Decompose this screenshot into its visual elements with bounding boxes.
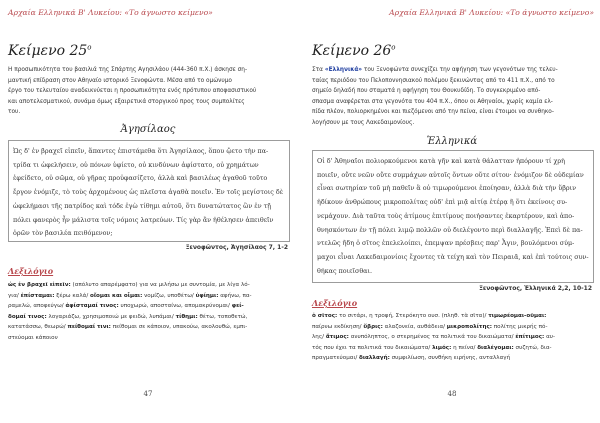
title-superscript: ο bbox=[391, 43, 396, 52]
greek-line: μαχοι εἶναι Λακεδαιμονίοις ἔχοντες τὰ τείχη καὶ τὸν Πειραιᾶ, καὶ ἐπὶ τούτοις συν- bbox=[317, 252, 589, 261]
greek-line: πόλει φανερὸς ἦν μάλιστα τοῖς νόμοις λατρεύων. Τίς γὰρ ἂν ἠθέλησεν ἀπειθεῖν bbox=[13, 215, 274, 224]
definition: πίδα πλέον, πολιορκημένοι και πιεζόμενοι από την πείνα, είναι έτοιμοι να συνθηκο- bbox=[312, 109, 554, 115]
intro-paragraph-right bbox=[312, 65, 594, 128]
greek-line: ἠδίκουν ἀνθρώπους μικροπολίτας οὐδ' ἐπὶ μιᾷ αἰτίᾳ ἑτέρᾳ ἢ ὅτι ἐκείνοις συ- bbox=[317, 198, 568, 207]
term: ὡς ἐν βραχεῖ εἰπεῖν: bbox=[8, 282, 71, 288]
definition: συμφιλίωση, συνθήκη ειρήνης, ανταλλαγή bbox=[389, 355, 511, 362]
lexicon-right bbox=[312, 311, 594, 364]
lexicon-line bbox=[312, 311, 594, 322]
greek-line: ἐφείδετο, οὐ σῶμα, οὐ γῆρας προὐφασίζετο, ἀλλὰ καὶ βασιλέως ἀγαθοῦ τοῦτο bbox=[13, 174, 268, 183]
source-citation-right: Ξενοφῶντος, Ἑλληνικά 2,2, 10-12 bbox=[479, 285, 592, 292]
greek-line: ντελῶς ἤδη ὁ σῖτος ἐπελελοίπει, ἐπεμψαν πρέσβεις παρ' Ἆγιν, βουλόμενοι σύμ- bbox=[317, 239, 575, 248]
text-title-right bbox=[312, 43, 396, 59]
definition: Στα bbox=[312, 67, 325, 73]
definition: συζητώ, δια- bbox=[513, 344, 552, 351]
term: ἀφίσταμαί τινος: bbox=[65, 303, 119, 310]
text-title-left bbox=[8, 43, 92, 59]
lexicon-line bbox=[8, 280, 290, 291]
definition: πείθομαι σε κάποιον, υπακούω, ακολουθώ, εμπι- bbox=[110, 324, 248, 331]
lexicon-line bbox=[312, 332, 594, 343]
term: ἐπίσταμαι: bbox=[20, 292, 55, 299]
term: τιμωρέομαι-οῦμαι: bbox=[488, 313, 547, 319]
term: φεί- bbox=[231, 303, 244, 310]
term: διαλλαγή: bbox=[359, 355, 390, 362]
term: μικροπολίτης: bbox=[446, 323, 493, 330]
lexicon-left bbox=[8, 280, 290, 344]
greek-text-box-right bbox=[312, 150, 594, 283]
intro-paragraph-left bbox=[8, 65, 290, 118]
intro-line bbox=[312, 65, 594, 76]
title-text: Κείμενο 25 bbox=[8, 43, 88, 59]
term: ὕβρις: bbox=[363, 323, 383, 330]
definition: αυ- bbox=[544, 334, 556, 341]
intro-line bbox=[312, 97, 594, 108]
source-citation-left: Ξενοφῶντος, Ἀγησίλαος 7, 1-2 bbox=[185, 244, 288, 251]
definition: ανυπόληπτος, ο στερημένος τα πολιτικά του δικαιώματα/ bbox=[348, 334, 516, 341]
page-number-right: 48 bbox=[447, 390, 457, 398]
greek-line: εἶναι σωτηρίαν τοῦ μὴ παθεῖν ἃ οὐ τιμωρούμενοι ἐποίησαν, ἀλλὰ διὰ τὴν ὕβριν bbox=[317, 184, 577, 193]
definition: ραμελώ, αποφεύγω/ bbox=[8, 303, 66, 310]
greek-line: θνησκόντων ἐν τῇ πόλει λιμῷ πολλῶν οὐ διελέγοντο περὶ διαλλαγῆς. Ἐπεὶ δὲ πα- bbox=[317, 225, 583, 234]
definition: λογήσουν με τους Λακεδαιμονίους. bbox=[312, 119, 415, 126]
definition: πραγματεύομαι/ bbox=[312, 355, 360, 362]
definition: το σιτάρι, η τροφή, Στερόκητο ουσ. (πληθ. τὰ σῖτα)/ bbox=[337, 313, 489, 319]
lexicon-line bbox=[312, 343, 594, 354]
intro-line: μαντική επίδραση στον Αθηναίο ιστορικό Ξενοφώντα. Μέσα από το ομώνυμο bbox=[8, 77, 232, 84]
greek-line: ἔργον ἐνόμιζε, τὸ τοὺς ἀρχομένους ὡς πλεῖστα ἀγαθὰ ποιεῖν. Ἐν τοῖς μεγίστοις δὲ bbox=[13, 188, 284, 197]
intro-line: και αποτελεσματικού, συνάμα όμως εξαιρετικά στοργικού προς τους συμπολίτες bbox=[8, 98, 245, 105]
intro-line bbox=[312, 118, 594, 129]
definition: ξέρω καλά/ bbox=[54, 292, 91, 299]
lexicon-heading-left: Λεξιλόγιο bbox=[8, 266, 54, 276]
term: οἴομαι και οἶμαι: bbox=[90, 292, 143, 299]
definition: λης/ bbox=[312, 334, 326, 341]
greek-line: θήκας ποιεῖσθαι. bbox=[317, 266, 373, 275]
definition: παίρνω εκδίκηση/ bbox=[312, 323, 364, 330]
greek-subtitle-right: Ἑλληνικά bbox=[426, 136, 478, 147]
term: διαλέγομαι: bbox=[477, 344, 514, 351]
lexicon-line bbox=[312, 322, 594, 333]
definition: (απόλυτο απαρέμφατο) για να μιλήσω με συντομία, με λίγα λό- bbox=[70, 282, 250, 288]
greek-subtitle-left: Ἀγησίλαος bbox=[120, 124, 176, 135]
definition: σπασμα αναφέρεται στα γεγονότα του 404 π.Χ., όπου οι Αθηναίοι, χωρίς καμία ελ- bbox=[312, 98, 553, 105]
intro-line bbox=[312, 76, 594, 87]
intro-line: έργο του τελευταίου αναδεικνύεται η προσωπικότητα ενός πρότυπου αποφασιστικού bbox=[8, 88, 257, 94]
lexicon-line bbox=[8, 322, 290, 333]
term: ὁ σῖτος: bbox=[312, 313, 338, 319]
greek-text-box-left bbox=[8, 140, 290, 242]
definition: στεύομαι κάποιον bbox=[8, 334, 58, 341]
intro-line bbox=[312, 86, 594, 97]
term: ἄτιμος: bbox=[325, 334, 349, 341]
lexicon-line bbox=[8, 333, 290, 344]
definition: η πείνα/ bbox=[451, 344, 478, 351]
greek-line: ὁρῶν τὸν βασιλέα πειθόμενον; bbox=[13, 229, 113, 238]
definition: πολίτης μικρής πό- bbox=[492, 323, 548, 330]
running-header-left: Αρχαία Ελληνικά Β' Λυκείου: «Το άγνωστο κείμενο» bbox=[8, 8, 213, 17]
greek-line: τρίδα τι ὠφελήσειν, οὐ πόνων ὑφίετο, οὐ κινδύνων ἀφίστατο, οὐ χρημάτων bbox=[13, 160, 259, 169]
definition: αλαζονεία, αυθάδεια/ bbox=[382, 323, 447, 330]
page-right bbox=[306, 0, 598, 423]
lexicon-heading-right: Λεξιλόγιο bbox=[312, 298, 358, 308]
definition: του Ξενοφώντα συνεχίζει την αφήγηση των γεγονότων της τελευ- bbox=[362, 67, 558, 73]
intro-line: του. bbox=[8, 109, 21, 115]
page-left bbox=[2, 0, 294, 423]
definition: λογαριάζω, χρησιμοποιώ με φειδώ, λυπάμαι/ bbox=[46, 313, 176, 320]
definition: για/ bbox=[8, 292, 21, 299]
title-superscript: ο bbox=[87, 43, 92, 52]
term: τίθημι: bbox=[175, 313, 198, 320]
greek-line: Οἱ δ' Ἀθηναῖοι πολιορκούμενοι κατὰ γῆν καὶ κατὰ θάλατταν ἠπόρουν τί χρὴ bbox=[317, 157, 565, 165]
greek-line: ὠφελήμασι τῆς πατρίδος καὶ τόδε ἐγὼ τίθημι αὐτοῦ, ὅτι δυνατώτατος ὢν ἐν τῇ bbox=[13, 201, 271, 210]
definition: τός που έχει τα πολιτικά του δικαιώματα/ bbox=[312, 344, 433, 351]
page-number-left: 47 bbox=[143, 390, 153, 398]
greek-line: Ὡς δ' ἐν βραχεῖ εἰπεῖν, ἅπαντες ἐπιστάμεθα ὅτι Ἀγησίλαος, ὅπου ᾤετο τὴν πα- bbox=[13, 147, 269, 155]
definition: θέτω, τοποθετώ, bbox=[197, 313, 248, 320]
greek-line: ποιεῖν, οὔτε νεῶν οὔτε συμμάχων αὐτοῖς ὄντων οὔτε σίτου· ἐνόμιζον δὲ οὐδεμίαν bbox=[317, 170, 584, 179]
definition: αφήνω, πα- bbox=[218, 292, 252, 299]
title-text: Κείμενο 26 bbox=[312, 43, 392, 59]
definition: κατατάσσω, θεωρώ/ bbox=[8, 324, 68, 331]
term: ἐπίτιμος: bbox=[515, 334, 545, 341]
definition: σημείο δηλαδή που σταματά η αφήγηση του Θουκυδίδη. Το συγκεκριμένο από- bbox=[312, 88, 541, 94]
lexicon-line bbox=[8, 301, 290, 312]
term: ὑφίημι: bbox=[195, 292, 219, 299]
term: «Ελληνικά» bbox=[324, 67, 363, 73]
intro-line bbox=[312, 107, 594, 118]
greek-line: νεμάχουν. Διὰ ταῦτα τοὺς ἀτίμους ἐπιτίμους ποιήσαντες ἐκαρτέρουν, καὶ ἀπο- bbox=[317, 211, 575, 220]
definition: νομίζω, υποθέτω/ bbox=[142, 292, 196, 299]
term: πείθομαί τινι: bbox=[67, 324, 111, 331]
lexicon-line bbox=[8, 291, 290, 302]
term: λιμός: bbox=[432, 344, 452, 351]
lexicon-line bbox=[312, 353, 594, 364]
intro-line: Η προσωπικότητα του βασιλιά της Σπάρτης Αγησιλάου (444-360 π.Χ.) άσκησε ση- bbox=[8, 67, 248, 73]
definition: υποχωρώ, αποσταίνω, απομακρύνομαι/ bbox=[118, 303, 232, 310]
lexicon-line bbox=[8, 312, 290, 323]
term: δομαί τινος: bbox=[8, 313, 47, 320]
running-header-right: Αρχαία Ελληνικά Β' Λυκείου: «Το άγνωστο κείμενο» bbox=[389, 8, 594, 17]
definition: ταίας περιόδου του Πελοποννησιακού πολέμου ξεκινώντας από το 411 π.Χ., από το bbox=[312, 77, 555, 84]
